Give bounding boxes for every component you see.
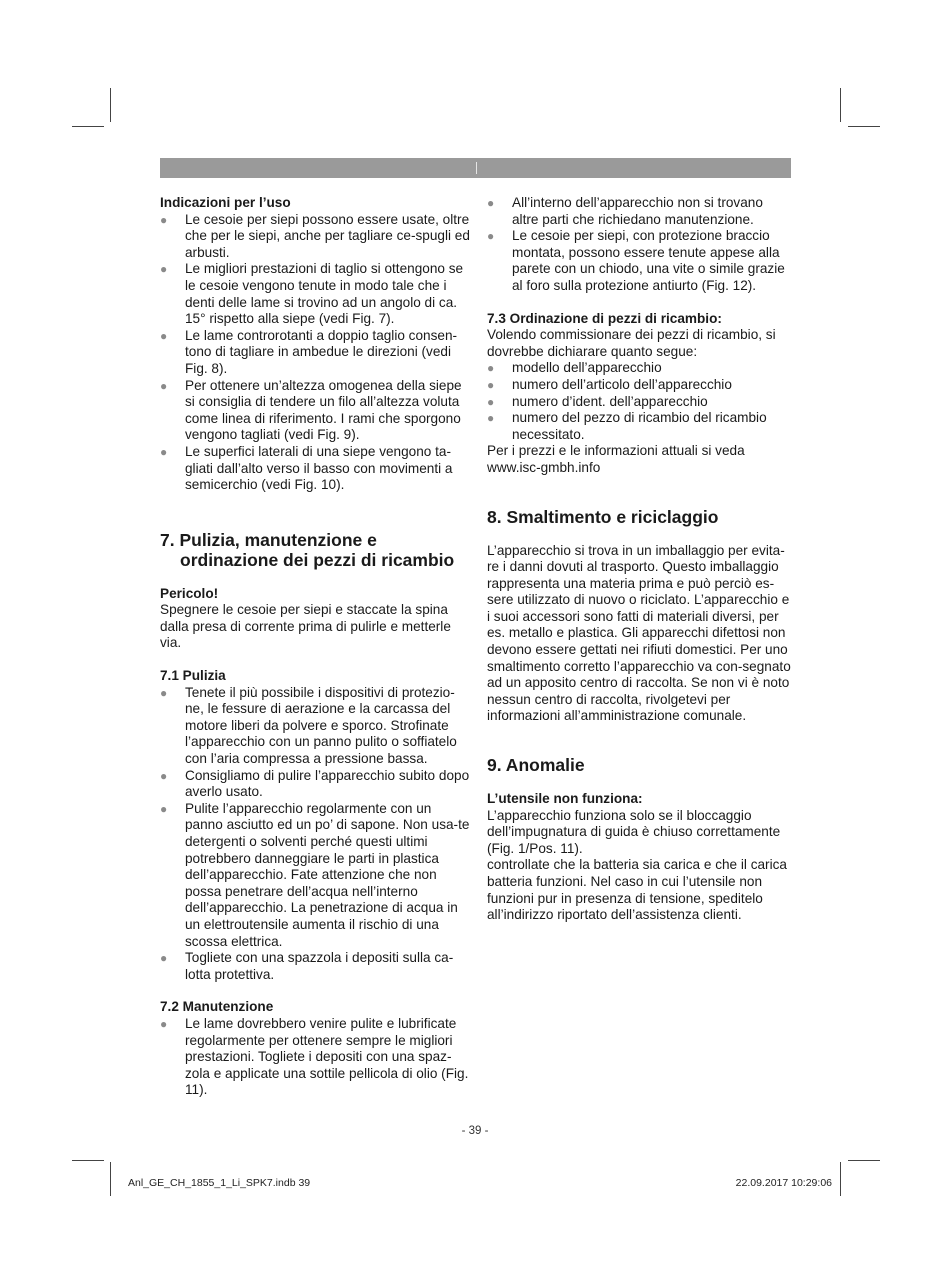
crop-mark [840,1162,841,1196]
usage-heading: Indicazioni per l’uso [160,195,291,210]
usage-list [160,212,470,494]
bullet-icon: ● [160,262,168,277]
header-bar [160,158,791,178]
list-item: ● Le superfici laterali di una siepe vengono ta-gliati dall’alto verso il basso con movimenti a semicerchio (vedi Fig. 10). [160,443,453,493]
maintenance-heading: 7.2 Manutenzione [160,999,274,1015]
section-8-text: L’apparecchio si trova in un imballaggio per evita-re i danni dovuti al trasporto. Questo imballaggio rappresenta una materia prima e può perciò es-sere utilizzato di nuovo o riciclato. L’apparecchio e i suoi accessori sono fatti di materiali diversi, per es. metallo e plastica. Gli apparecchi difettosi non devono essere gettati nei rifiuti domestici. Per uno smaltimento corretto l’apparecchio va con-segnato ad un apposito centro di raccolta. Se non vi è noto nessun centro di raccolta, rivolgetevi per informazioni all’amministrazione comunale. [487,542,791,724]
timestamp: 22.09.2017 10:29:06 [735,1177,832,1189]
bullet-icon: ● [160,1016,168,1031]
bullet-icon: ● [160,328,168,343]
order-list [487,360,793,443]
list-item: ● Consigliamo di pulire l’apparecchio subito dopo averlo usato. [160,767,470,800]
bullet-icon: ● [160,801,168,816]
bullet-icon: ● [487,411,495,426]
fault-text-1: L’apparecchio funziona solo se il bloccaggio dell’impugnatura di guida è chiuso correttamente (Fig. 1/Pos. 11). [487,807,781,856]
list-item: ● Le lame dovrebbero venire pulite e lubrificate regolarmente per ottenere sempre le migliori prestazioni. Togliete i depositi con una spaz-zola e applicate una sottile pellicola di olio (Fig. 11). [160,1015,469,1098]
order-outro: Per i prezzi e le informazioni attuali si veda www.isc-gmbh.info [487,443,745,475]
file-name: Anl_GE_CH_1855_1_Li_SPK7.indb 39 [128,1177,311,1189]
list-item: ● Per ottenere un’altezza omogenea della siepe si consiglia di tendere un filo all’altezza voluta come linea di riferimento. I rami che sporgono vengono tagliati (vedi Fig. 9). [160,377,462,443]
danger-heading: Pericolo! [160,585,219,601]
list-item: ● Le cesoie per siepi possono essere usate, oltre che per le siepi, anche per tagliare ce-spugli ed arbusti. [160,211,470,260]
bullet-icon: ● [487,229,495,244]
fault-text-2: controllate che la batteria sia carica e che il carica batteria funzioni. Nel caso in cui l’utensile non funzioni pur in presenza di tensione, speditelo all’indirizzo riportato dell’assistenza clienti. [487,857,787,923]
bullet-icon: ● [160,685,168,700]
section-8-title: 8. Smaltimento e riciclaggio [487,506,719,527]
list-item: ● Le cesoie per siepi, con protezione braccio montata, possono essere tenute appese alla parete con un chiodo, una vite o simile grazie al foro sulla protezione antiurto (Fig. 12). [487,228,785,293]
cleaning-list [160,685,470,984]
section-9-title: 9. Anomalie [487,755,585,776]
crop-mark [848,126,880,127]
order-heading: 7.3 Ordinazione di pezzi di ricambio: [487,310,722,326]
list-item: ● Tenete il più possibile i dispositivi di protezio-ne, le fessure di aerazione e la carcassa del motore liberi da polvere e sporco. Strofinate l’apparecchio con un panno pulito o soffiatelo con l’aria compressa a pressione bassa. [160,684,457,767]
order-intro: Volendo commissionare dei pezzi di ricambio, si dovrebbe dichiarare quanto segue: [487,327,776,359]
crop-mark [848,1160,880,1161]
bullet-icon: ● [160,378,168,393]
list-item: ● All’interno dell’apparecchio non si trovano altre parti che richiedano manutenzione. [487,195,763,227]
crop-mark [110,1162,111,1196]
crop-mark [72,126,104,127]
bullet-icon: ● [160,212,168,227]
list-item: ● numero d’ident. dell’apparecchio [487,393,708,409]
bullet-icon: ● [160,951,168,966]
crop-mark [72,1160,104,1161]
list-item: ● modello dell’apparecchio [487,360,662,376]
crop-mark [840,88,841,122]
danger-text: Spegnere le cesoie per siepi e staccate la spina dalla presa di corrente prima di pulirle e metterle via. [160,602,451,651]
list-item: ● Le lame controrotanti a doppio taglio consen-tono di tagliare in ambedue le direzioni (vedi Fig. 8). [160,327,458,376]
bullet-icon: ● [487,394,495,409]
page-number: - 39 - [461,1125,489,1137]
maintenance-list-continued [487,195,793,295]
list-item: ● numero del pezzo di ricambio del ricambio necessitato. [487,410,767,442]
bullet-icon: ● [487,196,495,210]
bullet-icon: ● [160,444,168,459]
left-column [160,195,470,1099]
bullet-icon: ● [487,361,495,376]
list-item: ● numero dell’articolo dell’apparecchio [487,376,732,392]
bullet-icon: ● [487,377,495,392]
maintenance-list [160,1016,470,1099]
crop-mark [110,88,111,122]
list-item: ● Togliete con una spazzola i depositi sulla ca-lotta protettiva. [160,950,454,982]
right-column [487,195,793,924]
header-divider [476,162,477,174]
section-7-title: 7. Pulizia, manutenzione e ordinazione dei pezzi di ricambio [160,529,455,570]
list-item: ● Pulite l’apparecchio regolarmente con un panno asciutto ed un po’ di sapone. Non usa-te detergenti o solventi perché questi ultimi potrebbero danneggiare le parti in plastica dell’apparecchio. Fate attenzione che non possa penetrare dell’acqua nell’interno dell’apparecchio. La penetrazione di acqua in un elettroutensile aumenta il rischio di una scossa elettrica. [160,800,470,949]
list-item: ● Le migliori prestazioni di taglio si ottengono se le cesoie vengono tenute in modo tale che i denti delle lame si trovino ad un angolo di ca. 15° rispetto alla siepe (vedi Fig. 7). [160,261,464,327]
fault-heading: L’utensile non funziona: [487,791,643,807]
bullet-icon: ● [160,768,168,783]
cleaning-heading: 7.1 Pulizia [160,668,226,684]
